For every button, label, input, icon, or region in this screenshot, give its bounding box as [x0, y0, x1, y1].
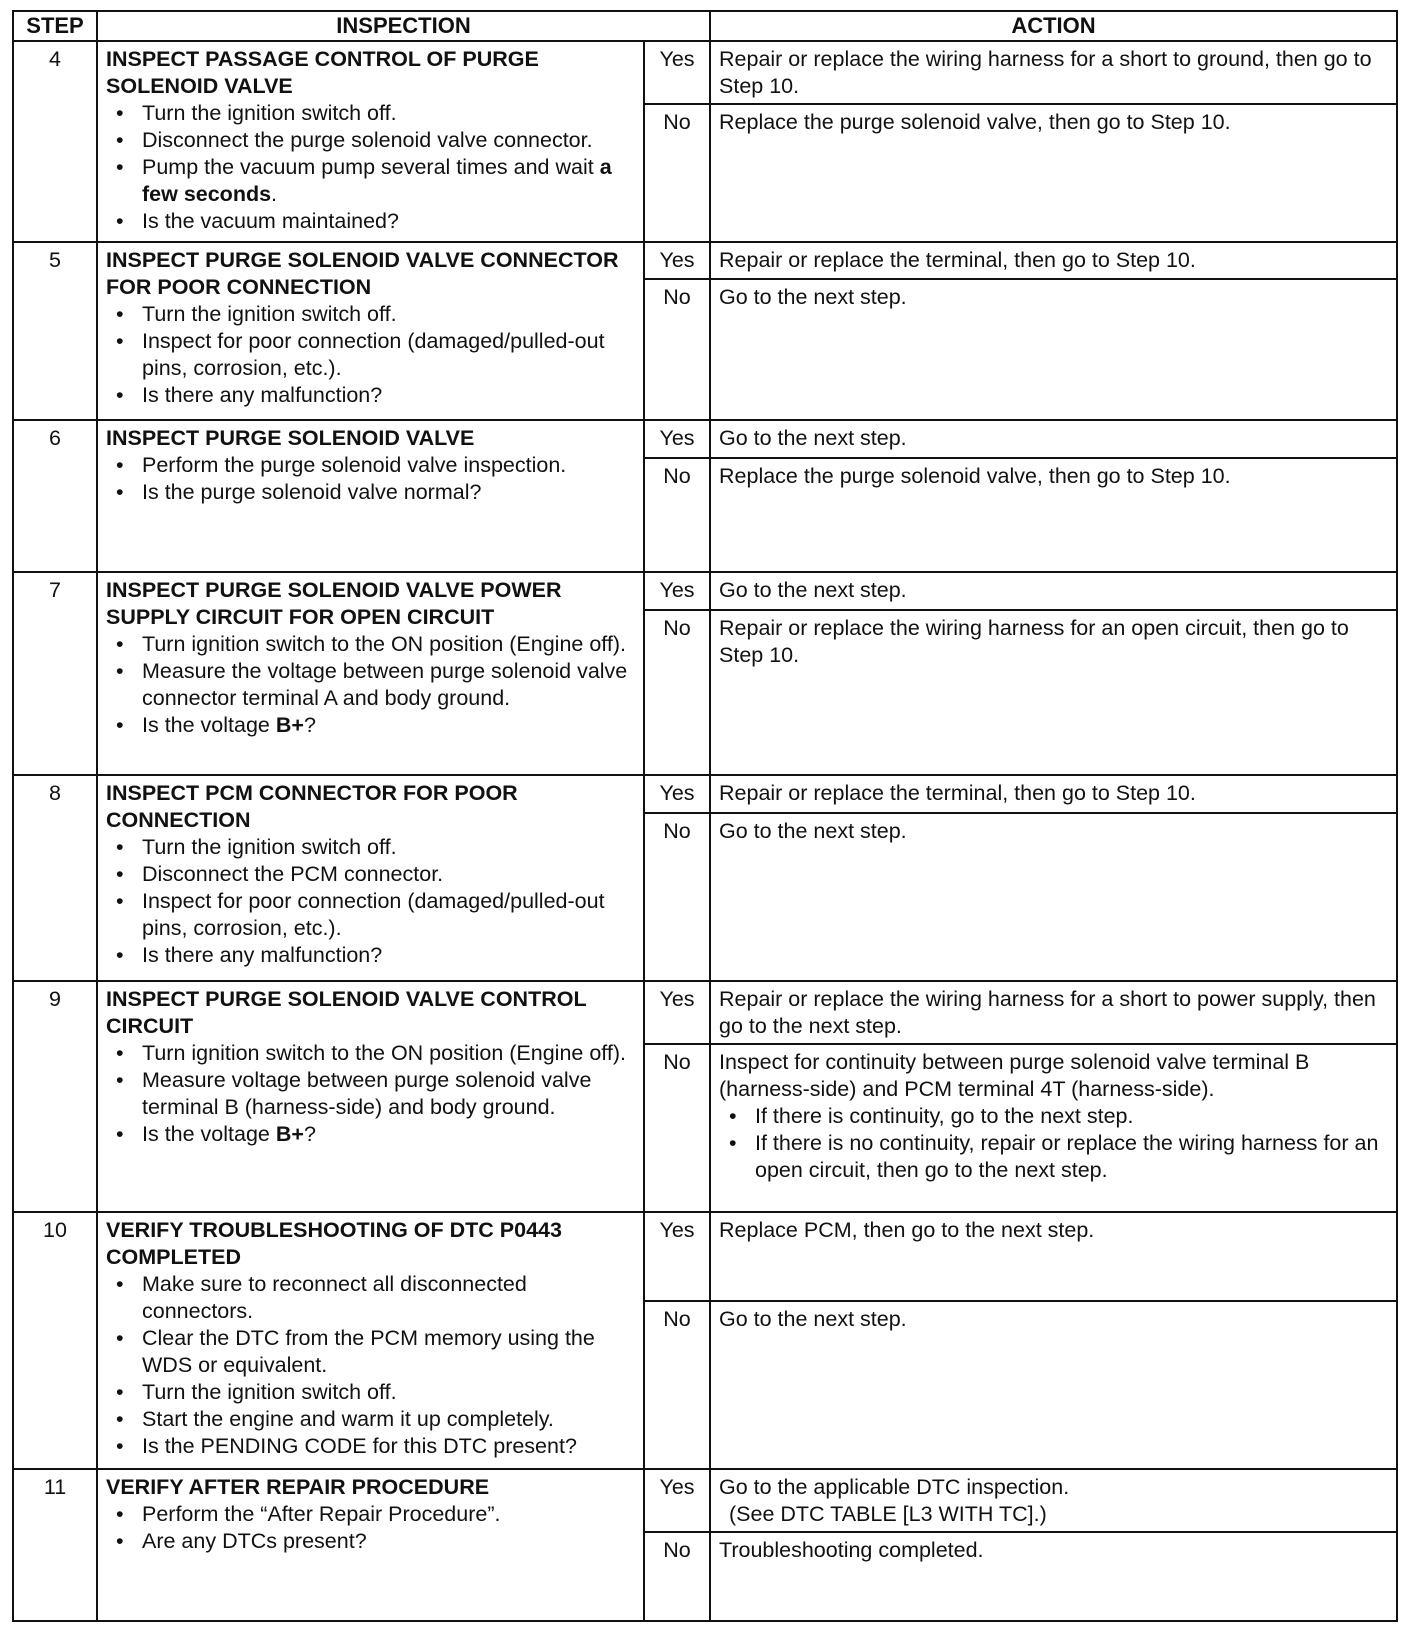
inspection-cell: [97, 572, 644, 775]
no-action: Inspect for continuity between purge solenoid valve terminal B (harness-side) and PCM terminal 4T (harness-side).: [719, 1049, 1310, 1101]
list-item: • Perform the purge solenoid valve inspection.: [142, 452, 637, 479]
no-action: Go to the next step.: [710, 813, 1397, 981]
step-number: 10: [13, 1212, 97, 1469]
yes-label: Yes: [644, 981, 710, 1044]
yes-label: Yes: [644, 572, 710, 610]
list-item: • Is the voltage B+?: [142, 712, 637, 739]
inspection-cell: [97, 1469, 644, 1621]
inspection-bullets: [106, 1501, 637, 1555]
no-action: Replace the purge solenoid valve, then go to Step 10.: [710, 458, 1397, 573]
list-item: • Disconnect the purge solenoid valve connector.: [142, 127, 637, 154]
list-item: • Measure voltage between purge solenoid valve terminal B (harness-side) and body ground.: [142, 1067, 637, 1121]
list-item: • Is there any malfunction?: [142, 942, 637, 969]
yes-action: Go to the applicable DTC inspection.: [719, 1474, 1070, 1499]
troubleshooting-table-page: [12, 10, 1396, 1622]
table-row: [13, 1212, 1397, 1301]
step-number: 4: [13, 41, 97, 242]
yes-label: Yes: [644, 775, 710, 813]
table-row: [13, 420, 1397, 458]
no-action-bullets: [719, 1103, 1390, 1184]
inspection-cell: [97, 242, 644, 420]
step-number: 6: [13, 420, 97, 572]
no-label: No: [644, 279, 710, 420]
table-row: [13, 981, 1397, 1044]
list-item: • Measure the voltage between purge solenoid valve connector terminal A and body ground.: [142, 658, 637, 712]
yes-action-reference: (See DTC TABLE [L3 WITH TC].): [729, 1501, 1047, 1526]
inspection-title: INSPECT PCM CONNECTOR FOR POOR CONNECTION: [106, 781, 518, 833]
inspection-bullets: [106, 1040, 637, 1148]
list-item: • Is the voltage B+?: [142, 1121, 637, 1148]
inspection-title: VERIFY AFTER REPAIR PROCEDURE: [106, 1474, 490, 1499]
inspection-bullets: [106, 834, 637, 969]
inspection-title: INSPECT PURGE SOLENOID VALVE POWER SUPPLY CIRCUIT FOR OPEN CIRCUIT: [106, 578, 562, 630]
no-label: No: [644, 104, 710, 242]
yes-label: Yes: [644, 1212, 710, 1301]
list-item: • Is the purge solenoid valve normal?: [142, 479, 637, 506]
inspection-title: INSPECT PURGE SOLENOID VALVE CONTROL CIRCUIT: [106, 987, 587, 1039]
inspection-title: INSPECT PASSAGE CONTROL OF PURGE SOLENOID VALVE: [106, 47, 539, 98]
inspection-bullets: [106, 301, 637, 409]
inspection-title: INSPECT PURGE SOLENOID VALVE: [106, 426, 475, 451]
yes-action-cell: [710, 1469, 1397, 1532]
inspection-title: INSPECT PURGE SOLENOID VALVE CONNECTOR FOR POOR CONNECTION: [106, 247, 619, 299]
list-item: • Clear the DTC from the PCM memory using the WDS or equivalent.: [142, 1325, 637, 1379]
inspection-cell: [97, 41, 644, 242]
no-label: No: [644, 813, 710, 981]
yes-action: Replace PCM, then go to the next step.: [710, 1212, 1397, 1301]
no-action: Go to the next step.: [710, 1301, 1397, 1468]
list-item: • Turn the ignition switch off.: [142, 1379, 637, 1406]
inspection-cell: [97, 775, 644, 981]
list-item: • Turn the ignition switch off.: [142, 834, 637, 861]
list-item: • If there is no continuity, repair or replace the wiring harness for an open circuit, then go to the next step.: [755, 1130, 1390, 1184]
no-action-cell: [710, 1044, 1397, 1212]
yes-action: Go to the next step.: [710, 572, 1397, 610]
emphasis-text: B+: [275, 713, 304, 738]
list-item: • If there is continuity, go to the next step.: [755, 1103, 1390, 1130]
yes-action: Repair or replace the terminal, then go to Step 10.: [710, 775, 1397, 813]
table-row: [13, 242, 1397, 280]
header-inspection: INSPECTION: [97, 11, 710, 41]
list-item: • Turn ignition switch to the ON position (Engine off).: [142, 1040, 637, 1067]
header-action: ACTION: [710, 11, 1397, 41]
step-number: 7: [13, 572, 97, 775]
list-item: • Turn the ignition switch off.: [142, 301, 637, 328]
inspection-cell: [97, 420, 644, 572]
yes-label: Yes: [644, 420, 710, 458]
yes-action: Go to the next step.: [710, 420, 1397, 458]
list-item: • Pump the vacuum pump several times and wait a few seconds.: [142, 154, 637, 208]
yes-label: Yes: [644, 1469, 710, 1532]
yes-label: Yes: [644, 242, 710, 280]
header-step: STEP: [13, 11, 97, 41]
list-item: • Inspect for poor connection (damaged/pulled-out pins, corrosion, etc.).: [142, 888, 637, 942]
step-number: 8: [13, 775, 97, 981]
list-item: • Are any DTCs present?: [142, 1528, 637, 1555]
inspection-cell: [97, 981, 644, 1212]
step-number: 5: [13, 242, 97, 420]
list-item: • Is there any malfunction?: [142, 382, 637, 409]
no-action: Go to the next step.: [710, 279, 1397, 420]
no-label: No: [644, 1301, 710, 1468]
list-item: • Is the vacuum maintained?: [142, 208, 637, 235]
emphasis-text: a few seconds: [142, 155, 612, 206]
yes-action: Repair or replace the wiring harness for a short to ground, then go to Step 10.: [710, 41, 1397, 104]
step-number: 11: [13, 1469, 97, 1621]
inspection-cell: [97, 1212, 644, 1469]
step-number: 9: [13, 981, 97, 1212]
no-action: Repair or replace the wiring harness for an open circuit, then go to Step 10.: [710, 610, 1397, 775]
table-row: [13, 572, 1397, 610]
yes-label: Yes: [644, 41, 710, 104]
table-row: [13, 775, 1397, 813]
list-item: • Make sure to reconnect all disconnected connectors.: [142, 1271, 637, 1325]
inspection-bullets: [106, 100, 637, 235]
troubleshooting-table: [12, 10, 1398, 1622]
table-row: [13, 1469, 1397, 1532]
inspection-bullets: [106, 631, 637, 739]
list-item: • Turn ignition switch to the ON position (Engine off).: [142, 631, 637, 658]
table-row: [13, 41, 1397, 104]
list-item: • Start the engine and warm it up completely.: [142, 1406, 637, 1433]
list-item: • Turn the ignition switch off.: [142, 100, 637, 127]
inspection-bullets: [106, 1271, 637, 1460]
list-item: • Perform the “After Repair Procedure”.: [142, 1501, 637, 1528]
list-item: • Inspect for poor connection (damaged/pulled-out pins, corrosion, etc.).: [142, 328, 637, 382]
emphasis-text: B+: [275, 1122, 304, 1147]
no-label: No: [644, 458, 710, 573]
list-item: • Disconnect the PCM connector.: [142, 861, 637, 888]
no-label: No: [644, 1532, 710, 1621]
no-action: Replace the purge solenoid valve, then go to Step 10.: [710, 104, 1397, 242]
no-label: No: [644, 610, 710, 775]
inspection-title: VERIFY TROUBLESHOOTING OF DTC P0443 COMPLETED: [106, 1218, 562, 1270]
no-label: No: [644, 1044, 710, 1212]
header-row: [13, 11, 1397, 41]
list-item: • Is the PENDING CODE for this DTC present?: [142, 1433, 637, 1460]
no-action: Troubleshooting completed.: [710, 1532, 1397, 1621]
yes-action: Repair or replace the wiring harness for a short to power supply, then go to the next step.: [710, 981, 1397, 1044]
yes-action: Repair or replace the terminal, then go to Step 10.: [710, 242, 1397, 280]
inspection-bullets: [106, 452, 637, 506]
